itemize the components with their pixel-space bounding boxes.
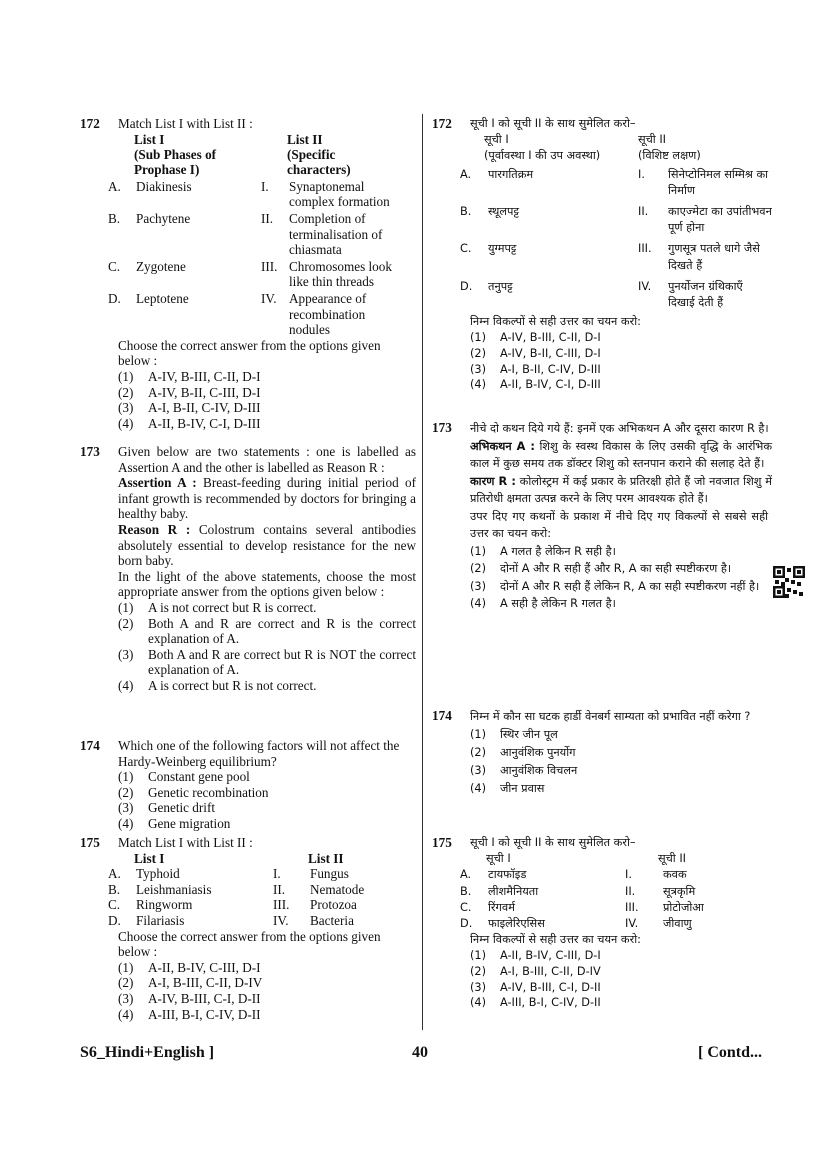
answer-option: (2) A-IV, B-II, C-III, D-I	[118, 384, 261, 400]
match-row: B. Leishmaniasis II. Nematode	[108, 881, 365, 897]
question-173-en	[80, 444, 416, 738]
question-prompt: निम्न विकल्पों से सही उत्तर का चयन करो:	[470, 933, 641, 947]
question-172-hi	[432, 116, 772, 420]
reason: कारण R : कोलोस्ट्रम में कई प्रकार के प्रतिरक्षी होते हैं जो नवजात शिशु में प्रतिरोधी क्षमता उत्पन्न करने के लिए परम आवश्यक होते हैं।	[470, 474, 772, 505]
answer-option: (3) Both A and R are correct but R is NOT the correct explanation of A.	[118, 646, 416, 678]
answer-option: (4) A सही है लेकिन R गलत है।	[470, 597, 616, 610]
list1-subtitle: (Sub Phases of Prophase I)	[134, 147, 217, 178]
answer-option: (2) Genetic recombination	[118, 784, 269, 800]
match-row: A. पारगतिक्रम I. सिनेप्टोनिमल सम्मिश्र का निर्माण	[460, 167, 769, 197]
question-173-hi	[432, 420, 772, 708]
match-row: C. Ringworm III. Protozoa	[108, 897, 357, 913]
match-row: C. Zygotene III. Chromosomes look like thin threads	[108, 258, 392, 290]
list1-title: सूची I	[486, 852, 511, 866]
question-intro: Which one of the following factors will not affect the Hardy-Weinberg equilibrium?	[118, 738, 400, 769]
answer-option: (3) आनुवंशिक विचलन	[470, 763, 578, 777]
answer-option: (4) A-II, B-IV, C-I, D-III	[470, 378, 601, 392]
question-172-en	[80, 116, 416, 444]
match-row: D. फाइलेरिएसिस IV. जीवाणु	[460, 917, 692, 931]
answer-option: (4) A-III, B-I, C-IV, D-II	[118, 1006, 261, 1022]
match-row: D. Leptotene IV. Appearance of recombination nodules	[108, 290, 367, 338]
match-row: D. Filariasis IV. Bacteria	[108, 912, 354, 928]
list2-title: सूची II	[658, 852, 686, 866]
answer-option: (4) A-III, B-I, C-IV, D-II	[470, 996, 601, 1010]
answer-option: (4) A is correct but R is not correct.	[118, 677, 317, 693]
english-column	[80, 116, 416, 1022]
question-number: 173	[80, 444, 100, 459]
answer-option: (2) दोनों A और R सही हैं और R, A का सही स्पष्टीकरण है।	[470, 562, 732, 575]
answer-option: (1) A is not correct but R is correct.	[118, 599, 317, 615]
continued-label: [ Contd...	[698, 1044, 763, 1061]
answer-option: (1) A गलत है लेकिन R सही है।	[470, 544, 616, 558]
answer-option: (2) A-I, B-III, C-II, D-IV	[118, 975, 263, 991]
match-row: B. स्थूलपट्ट II. काएज्मेटा का उपांतीभवन पूर्ण होना	[460, 205, 772, 235]
answer-option: (4) जीन प्रवास	[470, 781, 545, 795]
list2-title: List II	[308, 850, 344, 866]
answer-option: (1) A-II, B-IV, C-III, D-I	[118, 959, 261, 975]
question-175-hi	[432, 835, 772, 1011]
answer-option: (1) A-IV, B-III, C-II, D-I	[470, 331, 601, 345]
question-intro: नीचे दो कथन दिये गये हैं: इनमें एक अभिकथन A और दूसरा कारण R है।	[470, 422, 769, 435]
answer-option: (3) दोनों A और R सही हैं लेकिन R, A का सही स्पष्टीकरण नहीं है।	[470, 579, 760, 593]
question-175-en	[80, 835, 416, 1022]
answer-option: (3) A-I, B-II, C-IV, D-III	[118, 400, 261, 416]
question-intro: Given below are two statements : one is labelled as Assertion A and the other is labelled as Reason R :	[118, 444, 416, 475]
question-prompt: Choose the correct answer from the options given below :	[118, 928, 381, 960]
hindi-column	[432, 116, 772, 1011]
question-number: 172	[80, 116, 100, 131]
question-prompt: Choose the correct answer from the options given below :	[118, 337, 381, 369]
question-174-hi	[432, 708, 772, 835]
answer-option: (3) A-IV, B-III, C-I, D-II	[118, 990, 261, 1006]
question-number: 175	[432, 835, 452, 850]
answer-option: (3) A-I, B-II, C-IV, D-III	[470, 362, 601, 376]
question-number: 174	[432, 708, 452, 723]
assertion: Assertion A : Breast-feeding during initial period of infant growth is recommended by doctors for bringing a healthy baby.	[118, 475, 417, 522]
question-intro: निम्न में कौन सा घटक हार्डी वेनबर्ग साम्यता को प्रभावित नहीं करेगा ?	[470, 710, 751, 723]
question-prompt: उपर दिए गए कथनों के प्रकाश में नीचे दिए गए विकल्पों से सबसे सही उत्तर का चयन करो:	[470, 509, 768, 540]
list1-title: List I	[134, 850, 165, 866]
answer-option: (3) A-IV, B-III, C-I, D-II	[470, 980, 601, 994]
column-divider	[422, 114, 423, 1030]
answer-option: (1) Constant gene pool	[118, 769, 250, 785]
list2-title: List II	[287, 131, 323, 147]
match-row: A. टायफॉइड I. कवक	[460, 868, 687, 882]
question-number: 174	[80, 738, 100, 753]
answer-option: (2) Both A and R are correct and R is the correct explanation of A.	[118, 615, 416, 647]
question-intro: Match List I with List II :	[118, 835, 253, 850]
match-row: A. Diakinesis I. Synaptonemal complex formation	[108, 178, 390, 210]
reason: Reason R : Colostrum contains several antibodies absolutely essential to develop resistance for the new born baby.	[118, 521, 417, 569]
question-intro: Match List I with List II :	[118, 116, 253, 131]
match-row: C. युग्मपट्ट III. गुणसूत्र पतले धागे जैसे दिखते हैं	[460, 242, 760, 272]
match-row: C. रिंगवर्म III. प्रोटोजोआ	[460, 900, 704, 914]
answer-option: (4) A-II, B-IV, C-I, D-III	[118, 415, 261, 431]
match-row: B. Pachytene II. Completion of terminalisation of chiasmata	[108, 211, 383, 258]
question-number: 175	[80, 835, 100, 850]
footer-code: S6_Hindi+English ]	[80, 1044, 215, 1061]
question-number: 173	[432, 420, 452, 435]
question-number: 172	[432, 116, 452, 131]
qr-code-icon	[773, 566, 805, 598]
question-174-en	[80, 738, 416, 835]
match-row: D. तनुपट्ट IV. पुनर्योजन ग्रंथिकाएँ दिखाई देती हैं	[460, 279, 743, 310]
answer-option: (1) A-II, B-IV, C-III, D-I	[470, 949, 601, 963]
answer-option: (3) Genetic drift	[118, 800, 216, 816]
page-number: 40	[412, 1044, 428, 1061]
list2-title: सूची II	[638, 133, 666, 147]
answer-option: (2) A-I, B-III, C-II, D-IV	[470, 965, 601, 979]
answer-option: (4) Gene migration	[118, 815, 231, 831]
assertion: अभिकथन A : शिशु के स्वस्थ विकास के लिए उसकी वृद्धि के आरंभिक काल में कुछ समय तक डॉक्टर शिशु को स्तनपान कराने की सलाह देते हैं।	[470, 439, 773, 470]
answer-option: (2) आनुवंशिक पुनर्योग	[470, 745, 576, 759]
match-row: B. लीशमैनियता II. सूत्रकृमि	[460, 884, 696, 898]
question-intro: सूची I को सूची II के साथ सुमेलित करो–	[470, 117, 636, 130]
answer-option: (1) A-IV, B-III, C-II, D-I	[118, 368, 261, 384]
question-prompt: In the light of the above statements, choose the most appropriate answer from the options given below :	[118, 568, 416, 600]
list1-subtitle: (पूर्वावस्था I की उप अवस्था)	[484, 149, 601, 163]
list2-subtitle: (विशिष्ट लक्षण)	[638, 149, 701, 163]
question-intro: सूची I को सूची II के साथ सुमेलित करो–	[470, 836, 636, 849]
list2-subtitle: (Specific characters)	[287, 147, 351, 178]
question-prompt: निम्न विकल्पों से सही उत्तर का चयन करो:	[470, 315, 641, 329]
match-row: A. Typhoid I. Fungus	[108, 866, 349, 882]
list1-title: सूची I	[484, 133, 509, 147]
answer-option: (2) A-IV, B-II, C-III, D-I	[470, 347, 601, 361]
list1-title: List I	[134, 131, 165, 147]
answer-option: (1) स्थिर जीन पूल	[470, 727, 558, 741]
